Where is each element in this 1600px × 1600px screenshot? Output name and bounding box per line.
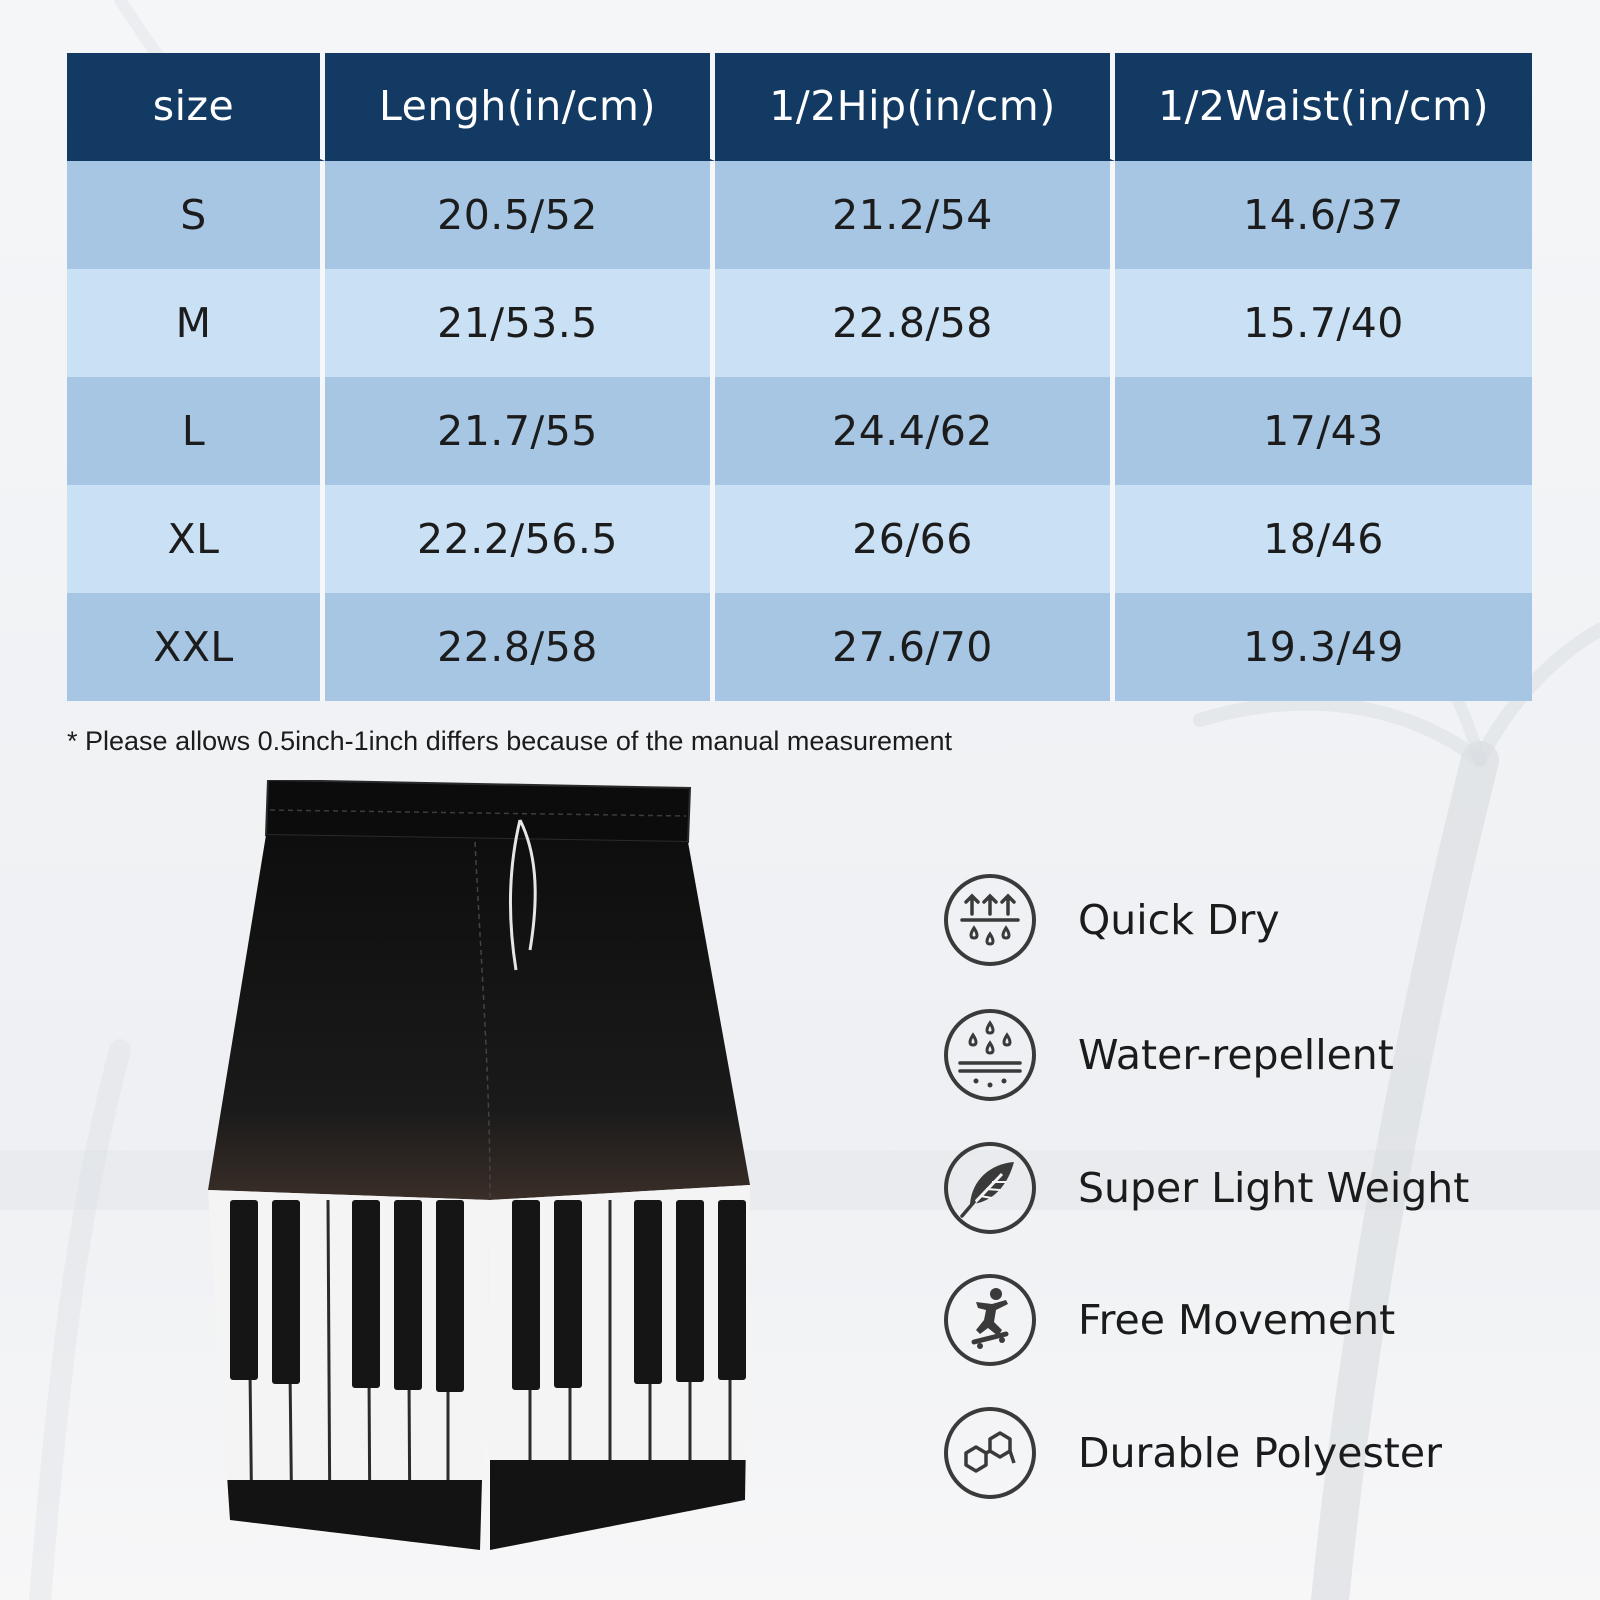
- header-length: Lengh(in/cm): [325, 53, 715, 161]
- cell-length: 21/53.5: [325, 269, 715, 377]
- cell-hip: 22.8/58: [715, 269, 1115, 377]
- feature-label: Super Light Weight: [1078, 1164, 1470, 1212]
- table-row: [67, 269, 1532, 377]
- cell-waist: 19.3/49: [1115, 593, 1532, 701]
- table-row: [67, 377, 1532, 485]
- cell-length: 21.7/55: [325, 377, 715, 485]
- feather-icon: [940, 1138, 1040, 1238]
- cell-size: XL: [67, 485, 325, 593]
- cell-waist: 15.7/40: [1115, 269, 1532, 377]
- feature-water-repellent: [940, 1005, 1560, 1105]
- header-half-hip: 1/2Hip(in/cm): [715, 53, 1115, 161]
- measurement-note: * Please allows 0.5inch-1inch differs because of the manual measurement: [67, 726, 953, 756]
- feature-quick-dry: [940, 870, 1560, 970]
- cell-size: L: [67, 377, 325, 485]
- cell-hip: 24.4/62: [715, 377, 1115, 485]
- cell-length: 20.5/52: [325, 161, 715, 269]
- feature-label: Durable Polyester: [1078, 1429, 1442, 1477]
- quick-dry-icon: [940, 870, 1040, 970]
- table-row: [67, 161, 1532, 269]
- header-half-waist: 1/2Waist(in/cm): [1115, 53, 1532, 161]
- skateboarder-icon: [940, 1270, 1040, 1370]
- feature-free-movement: [940, 1270, 1560, 1370]
- table-row: [67, 593, 1532, 701]
- size-chart-table: [67, 53, 1532, 701]
- feature-durable-polyester: [940, 1403, 1560, 1503]
- feature-label: Water-repellent: [1078, 1031, 1394, 1079]
- molecule-icon: [940, 1403, 1040, 1503]
- piano-shorts-image: [190, 780, 780, 1580]
- cell-length: 22.2/56.5: [325, 485, 715, 593]
- cell-waist: 14.6/37: [1115, 161, 1532, 269]
- table-row: [67, 485, 1532, 593]
- water-repellent-icon: [940, 1005, 1040, 1105]
- header-size: size: [67, 53, 325, 161]
- feature-light-weight: [940, 1138, 1560, 1238]
- cell-length: 22.8/58: [325, 593, 715, 701]
- cell-hip: 27.6/70: [715, 593, 1115, 701]
- table-header-row: [67, 53, 1532, 161]
- cell-size: S: [67, 161, 325, 269]
- cell-hip: 21.2/54: [715, 161, 1115, 269]
- cell-size: M: [67, 269, 325, 377]
- cell-hip: 26/66: [715, 485, 1115, 593]
- feature-label: Quick Dry: [1078, 896, 1280, 944]
- cell-size: XXL: [67, 593, 325, 701]
- feature-label: Free Movement: [1078, 1296, 1396, 1344]
- cell-waist: 18/46: [1115, 485, 1532, 593]
- cell-waist: 17/43: [1115, 377, 1532, 485]
